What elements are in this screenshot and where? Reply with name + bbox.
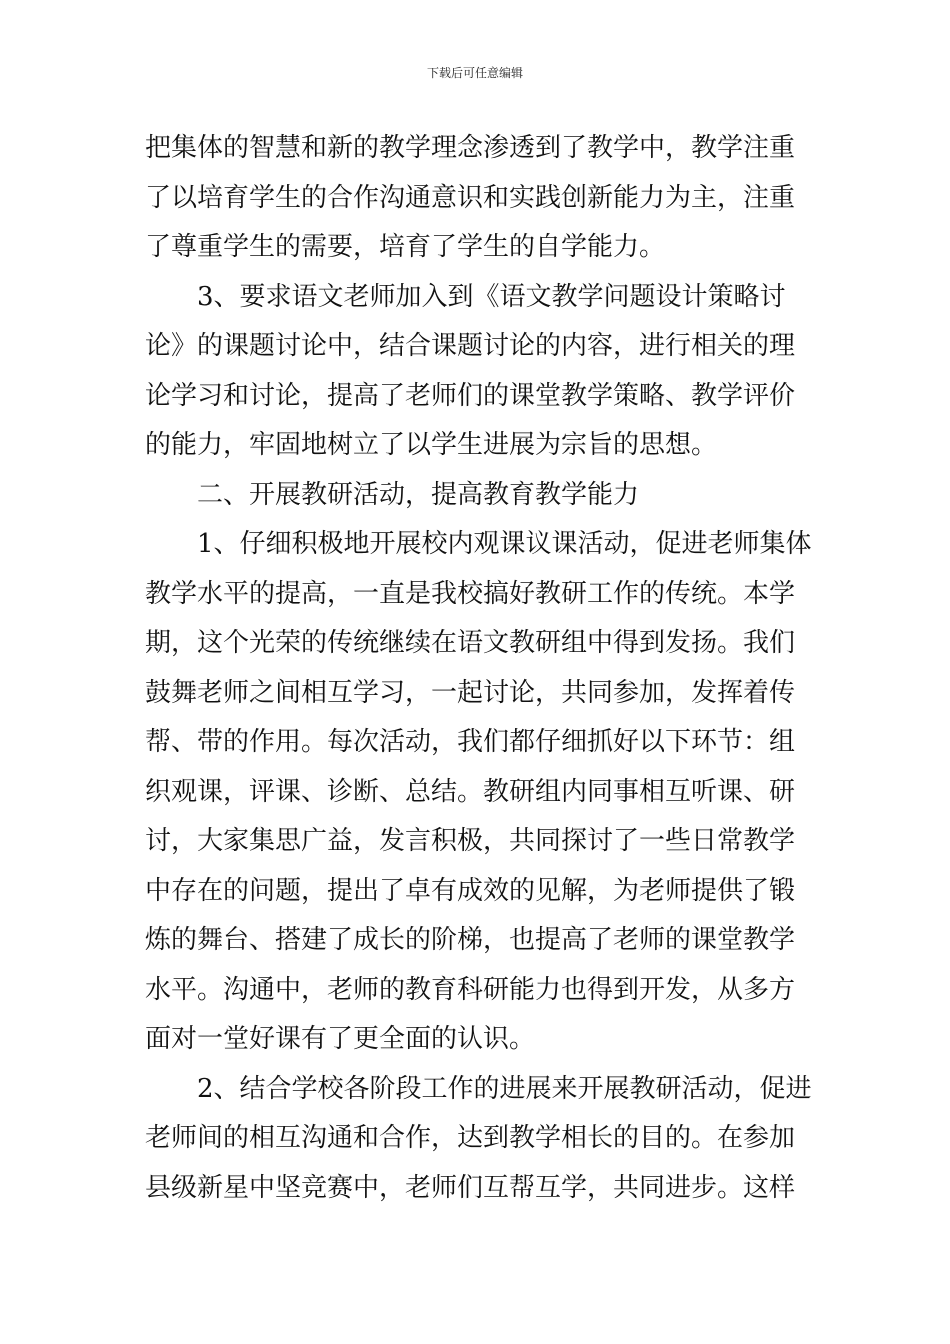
text-line: 了尊重学生的需要，培育了学生的自学能力。 — [145, 232, 666, 262]
text-line: 面对一堂好课有了更全面的认识。 — [145, 1024, 536, 1054]
text-line: 的能力，牢固地树立了以学生进展为宗旨的思想。 — [145, 430, 718, 460]
text-line: 论学习和讨论，提高了老师们的课堂教学策略、教学评价 — [145, 380, 796, 411]
text-line: 把集体的智慧和新的教学理念渗透到了教学中，教学注重 — [145, 133, 796, 163]
text-line: 了以培育学生的合作沟通意识和实践创新能力为主，注重 — [145, 182, 796, 213]
text-line: 老师间的相互沟通和合作，达到教学相长的目的。在参加 — [145, 1123, 796, 1153]
text-line: 论》的课题讨论中，结合课题讨论的内容，进行相关的理 — [145, 331, 796, 361]
text-line: 织观课，评课、诊断、总结。教研组内同事相互听课、研 — [145, 776, 796, 807]
text-line: 水平。沟通中，老师的教育科研能力也得到开发，从多方 — [145, 974, 796, 1005]
text-line: 鼓舞老师之间相互学习，一起讨论，共同参加，发挥着传 — [145, 677, 796, 708]
document-body — [145, 124, 810, 1213]
section-heading: 二、开展教研活动，提高教育教学能力 — [197, 479, 640, 510]
text-line: 期，这个光荣的传统继续在语文教研组中得到发扬。我们 — [145, 628, 796, 658]
paragraph-start-line: 3、要求语文老师加入到《语文教学问题设计策略讨 — [197, 281, 786, 312]
paragraph-start-line: 1、仔细积极地开展校内观课议课活动，促进老师集体 — [197, 529, 812, 559]
text-line: 讨，大家集思广益，发言积极，共同探讨了一些日常教学 — [145, 826, 796, 856]
page-header: 下载后可任意编辑 — [426, 66, 523, 80]
text-line: 教学水平的提高，一直是我校搞好教研工作的传统。本学 — [145, 578, 796, 609]
text-line: 中存在的问题，提出了卓有成效的见解，为老师提供了锻 — [145, 875, 796, 906]
text-line: 帮、带的作用。每次活动，我们都仔细抓好以下环节：组 — [145, 727, 796, 757]
text-line: 炼的舞台、搭建了成长的阶梯，也提高了老师的课堂教学 — [145, 925, 796, 955]
text-line: 县级新星中坚竞赛中，老师们互帮互学，共同进步。这样 — [145, 1172, 796, 1203]
paragraph-start-line: 2、结合学校各阶段工作的进展来开展教研活动，促进 — [197, 1073, 812, 1104]
